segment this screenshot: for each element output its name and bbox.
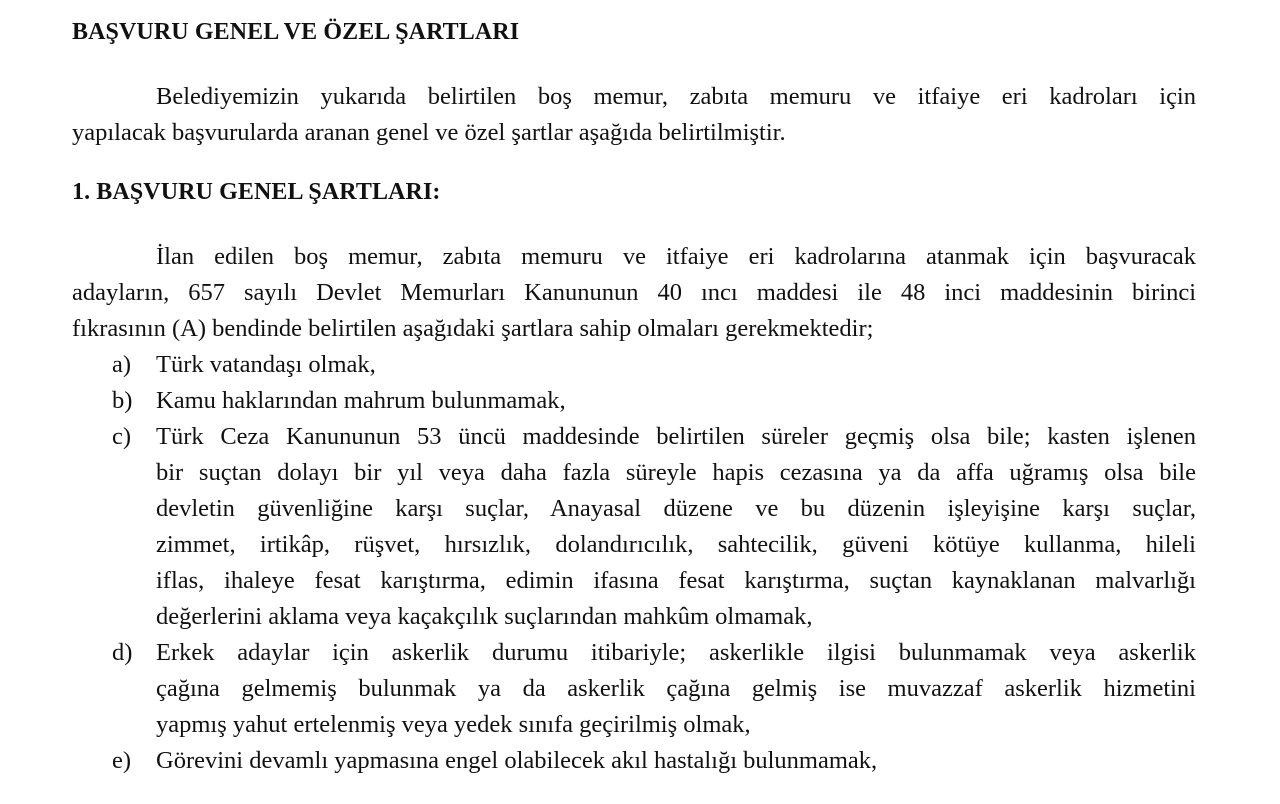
list-item-line: çağına gelmemiş bulunmak ya da askerlik çağına gelmiş ise muvazzaf askerlik hizmetini (156, 675, 1196, 702)
list-marker: c) (112, 423, 132, 450)
list-item-e (72, 743, 1196, 779)
list-item-line: değerlerini aklama veya kaçakçılık suçlarından mahkûm olmamak, (156, 603, 813, 630)
list-item-line: zimmet, irtikâp, rüşvet, hırsızlık, dolandırıcılık, sahtecilik, güveni kötüye kullanma, hileli (156, 531, 1196, 558)
list-item-line: Türk vatandaşı olmak, (156, 351, 376, 378)
list-item-b (72, 383, 1196, 419)
list-item-d (72, 635, 1196, 743)
list-item-line: Erkek adaylar için askerlik durumu itibariyle; askerlikle ilgisi bulunmamak veya askerlik (156, 639, 1196, 666)
list-item-line: devletin güvenliğine karşı suçlar, Anayasal düzene ve bu düzenin işleyişine karşı suçlar, (156, 495, 1196, 522)
list-item-line: Türk Ceza Kanununun 53 üncü maddesinde belirtilen süreler geçmiş olsa bile; kasten işlenen (156, 423, 1196, 450)
list-item-a (72, 347, 1196, 383)
list-item-line: yapmış yahut ertelenmiş veya yedek sınıfa geçirilmiş olmak, (156, 711, 751, 738)
list-marker: b) (112, 387, 133, 414)
list-item-line: Görevini devamlı yapmasına engel olabilecek akıl hastalığı bulunmamak, (156, 747, 878, 774)
section-paragraph-line: adayların, 657 sayılı Devlet Memurları Kanununun 40 ıncı maddesi ile 48 inci maddesinin birinci (72, 279, 1196, 306)
list-marker: e) (112, 747, 132, 774)
intro-paragraph (72, 79, 1196, 151)
requirements-list (72, 347, 1196, 779)
list-item-c (72, 419, 1196, 635)
list-marker: a) (112, 351, 132, 378)
intro-line: yapılacak başvurularda aranan genel ve özel şartlar aşağıda belirtilmiştir. (72, 119, 786, 146)
list-marker: d) (112, 639, 133, 666)
section-heading: 1. BAŞVURU GENEL ŞARTLARI: (72, 179, 441, 205)
intro-line: Belediyemizin yukarıda belirtilen boş memur, zabıta memuru ve itfaiye eri kadroları için (156, 83, 1196, 110)
document-title: BAŞVURU GENEL VE ÖZEL ŞARTLARI (72, 19, 520, 45)
section-paragraph (72, 239, 1196, 347)
list-item-line: Kamu haklarından mahrum bulunmamak, (156, 387, 566, 414)
section-paragraph-line: fıkrasının (A) bendinde belirtilen aşağıdaki şartlara sahip olmaları gerekmektedir; (72, 315, 874, 342)
list-item-line: iflas, ihaleye fesat karıştırma, edimin ifasına fesat karıştırma, suçtan kaynaklanan malvarlığı (156, 567, 1196, 594)
list-item-line: bir suçtan dolayı bir yıl veya daha fazla süreyle hapis cezasına ya da affa uğramış olsa bile (156, 459, 1196, 486)
section-paragraph-line: İlan edilen boş memur, zabıta memuru ve itfaiye eri kadrolarına atanmak için başvuracak (156, 243, 1196, 270)
